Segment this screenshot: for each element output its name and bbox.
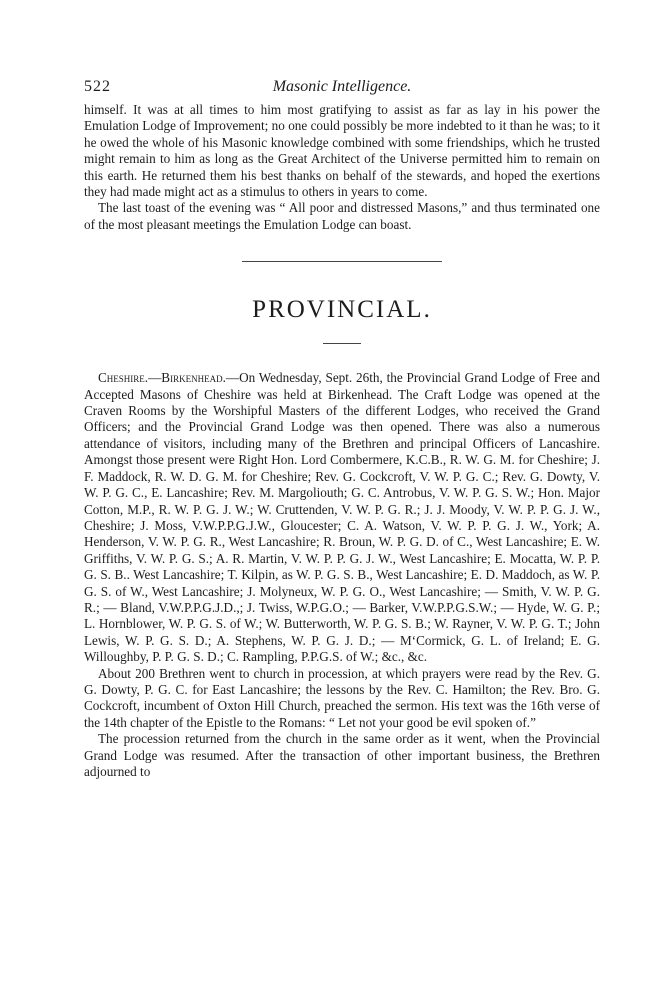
place-lead-in: Cheshire.—Birkenhead. [98,370,226,386]
running-title: Masonic Intelligence. [272,78,412,95]
page [84,78,600,780]
section-divider-rule [242,261,442,262]
church-procession-paragraph: About 200 Brethren went to church in procession, at which prayers were read by the Rev. G. G. Dowty, P. G. C. for East Lancashire; the lessons by the Rev. C. Hamilton; the Rev. Bro. G. Cockcroft, incumbent of Oxton Hill Church, preached the sermon. His text was the 16th verse of the 14th chapter of the Epistle to the Romans: “ Let not your good be evil spoken of.” [84,665,600,730]
cheshire-report-paragraph [84,370,600,665]
continuation-paragraph: himself. It was at all times to him most gratifying to assist as far as lay in his power the Emulation Lodge of Improvement; no one could possibly be more indebted to it than he was; to it he owed the whole of his Masonic knowledge combined with some friendships, which he trusted might remain to him as long as the Great Architect of the Universe permitted him to remain on this earth. He returned them his best thanks on behalf of the stewards, and hoped the exertions they had made might act as a stimulus to others in years to come. [84,102,600,200]
closing-toast-paragraph: The last toast of the evening was “ All poor and distressed Masons,” and thus terminated one of the most pleasant meetings the Emulation Lodge can boast. [84,200,600,232]
cheshire-report-text: —On Wednesday, Sept. 26th, the Provincial Grand Lodge of Free and Accepted Masons of Cheshire was held at Birkenhead. The Craft Lodge was opened at the Craven Rooms by the Worshipful Masters of the different Lodges, who received the Grand Officers; and the Provincial Grand Lodge was then opened. There was also a numerous attendance of visitors, including many of the Brethren and principal Officers of Lancashire. Amongst those present were Right Hon. Lord Combermere, K.C.B., R. W. G. M. for Cheshire; J. F. Maddock, R. W. D. G. M. for Cheshire; Rev. G. Cockcroft, V. W. P. G. C.; Rev. G. Dowty, V. W. P. G. C., E. Lancashire; Rev. M. Margoliouth; G. C. Antrobus, V. W. P. G. S. W.; Hon. Major Cotton, M.P., R. W. P. G. J. W.; W. Cruttenden, V. W. P. G. R.; J. J. Moody, V. W. P. P. G. J. W., Cheshire; J. Moss, V.W.P.P.G.J.W., Gloucester; C. A. Watson, V. W. P. P. G. J. W., York; A. Henderson, V. W. P. G. R., West Lancashire; R. Broun, W. P. G. D. of C., West Lancashire; E. W. Griffiths, V. W. P. G. S.; A. R. Martin, V. W. P. P. G. J. W., West Lancashire; E. Mocatta, W. P. P. G. S. B.. West Lancashire; T. Kilpin, as W. P. G. S. B., West Lancashire; E. D. Maddoch, as W. P. G. S. of W., West Lancashire; J. Molyneux, W. P. G. O., West Lancashire; — Smith, V. W. P. G. R.; — Bland, V.W.P.P.G.J.D.,; J. Twiss, W.P.G.O.; — Barker, V.W.P.P.G.S.W.; — Hyde, W. G. P.; L. Hornblower, W. P. G. S. of W.; W. Butterworth, W. P. G. S. B.; W. Rayner, V. W. P. G. T.; John Lewis, W. P. G. S. D.; A. Stephens, W. P. G. J. D.; — M‘Cormick, G. L. of Ireland; E. G. Willoughby, P. P. G. S. D.; C. Rampling, P.P.G.S. of W.; &c., &c. [84,370,600,665]
procession-return-paragraph: The procession returned from the church in the same order as it went, when the Provincial Grand Lodge was resumed. After the transaction of other important business, the Brethren adjourned to [84,731,600,779]
running-head [84,78,600,100]
page-number: 522 [84,78,111,95]
section-heading: PROVINCIAL. [252,296,432,324]
heading-underline-rule [323,343,361,344]
